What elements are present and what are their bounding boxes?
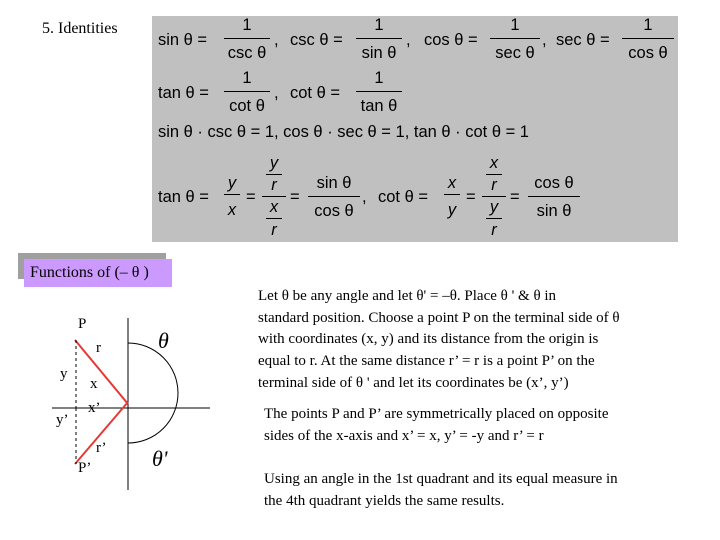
label-y: y (60, 366, 68, 382)
tan-eq-1: = (246, 188, 256, 206)
paragraph-3-line: Using an angle in the 1st quadrant and its equal measure in (264, 471, 618, 487)
tan-sin: sin θ (316, 174, 352, 192)
paragraph-1-line: terminal side of θ ' and let its coordinates be (x’, y’) (258, 374, 569, 391)
terminal-side-p (75, 340, 128, 404)
label-P: P (78, 316, 87, 332)
paragraph-1-line: standard position. Choose a point P on the terminal side of θ (258, 309, 620, 326)
tan-quotient-label: tan θ = (158, 188, 209, 206)
paragraph-3-line: the 4th quadrant yields the same results. (264, 492, 505, 509)
tan-numerator: 1 (242, 69, 252, 87)
tan-yr-num: y (269, 154, 279, 172)
sin-denominator: csc θ (227, 44, 267, 62)
functions-label: Functions of (– θ ) (24, 259, 172, 287)
tan-denominator: cot θ (229, 97, 265, 115)
paragraph-3 (264, 469, 714, 512)
paragraph-1-line: with coordinates (x, y) and its distance from the origin is (258, 331, 599, 348)
cot-cos: cos θ (534, 174, 574, 192)
cot-eq-1: = (466, 188, 476, 206)
label-r-prime: r’ (96, 440, 107, 456)
sin-label: sin θ = (158, 31, 208, 49)
cos-label: cos θ = (424, 31, 478, 49)
cot-xr-den: r (491, 176, 497, 194)
cot-y: y (447, 201, 457, 219)
tan-eq-2: = (290, 188, 300, 206)
label-y-prime: y’ (56, 412, 69, 428)
paragraph-1-line: equal to r. At the same distance r’ = r is a point P’ on the (258, 353, 595, 370)
tan-yr-den: r (271, 176, 277, 194)
angle-arc (128, 343, 178, 443)
csc-label: csc θ = (290, 31, 343, 49)
label-x-prime: x’ (88, 400, 101, 416)
csc-numerator: 1 (374, 16, 384, 34)
sec-denominator: cos θ (628, 44, 668, 62)
cot-denominator: tan θ (360, 97, 398, 115)
label-P-prime: P’ (78, 460, 92, 476)
cot-quotient-label: cot θ = (378, 188, 428, 206)
product-identities: sin θ · csc θ = 1, cos θ · sec θ = 1, tan θ · cot θ = 1 (158, 123, 529, 141)
cos-numerator: 1 (510, 16, 520, 34)
tan-cos: cos θ (314, 202, 354, 220)
cot-label: cot θ = (290, 84, 340, 102)
sec-label: sec θ = (556, 31, 610, 49)
sec-numerator: 1 (643, 16, 653, 34)
csc-denominator: sin θ (361, 44, 397, 62)
cot-xr-num: x (489, 154, 499, 172)
identities-panel: sin θ = 1 csc θ , csc θ = 1 sin θ , cos θ = 1 sec θ , sec θ = 1 cos θ tan θ = 1 cot θ , cot θ = 1 tan θ sin θ · csc θ = 1, cos θ · sec θ = 1, tan θ · cot θ = 1 tan θ = y x = y r x r = sin θ cos θ , cot θ = x y = x r y r = cos θ sin θ (152, 16, 678, 242)
cot-sin: sin θ (536, 202, 572, 220)
label-r: r (96, 340, 101, 356)
paragraph-2-line: The points P and P’ are symmetrically placed on opposite (264, 406, 609, 422)
section-title: 5. Identities (42, 20, 118, 37)
label-theta: θ (158, 328, 169, 353)
paragraph-2 (264, 404, 714, 447)
cot-x: x (447, 174, 457, 192)
cot-eq-2: = (510, 188, 520, 206)
cot-yr-den: r (491, 221, 497, 239)
paragraph-2-line: sides of the x-axis and x’ = x, y’ = -y and r’ = r (264, 427, 544, 444)
label-x: x (90, 376, 98, 392)
label-theta-prime: θ' (152, 446, 168, 471)
cot-numerator: 1 (374, 69, 384, 87)
cot-yr-num: y (489, 198, 499, 216)
sin-numerator: 1 (242, 16, 252, 34)
tan-xr-num: x (269, 198, 279, 216)
paragraph-1 (258, 286, 718, 395)
cos-denominator: sec θ (495, 44, 535, 62)
tan-label: tan θ = (158, 84, 209, 102)
tan-xr-den: r (271, 221, 277, 239)
tan-y: y (227, 174, 237, 192)
tan-x: x (227, 201, 237, 219)
paragraph-1-line: Let θ be any angle and let θ' = –θ. Place θ ' & θ in (258, 288, 557, 304)
